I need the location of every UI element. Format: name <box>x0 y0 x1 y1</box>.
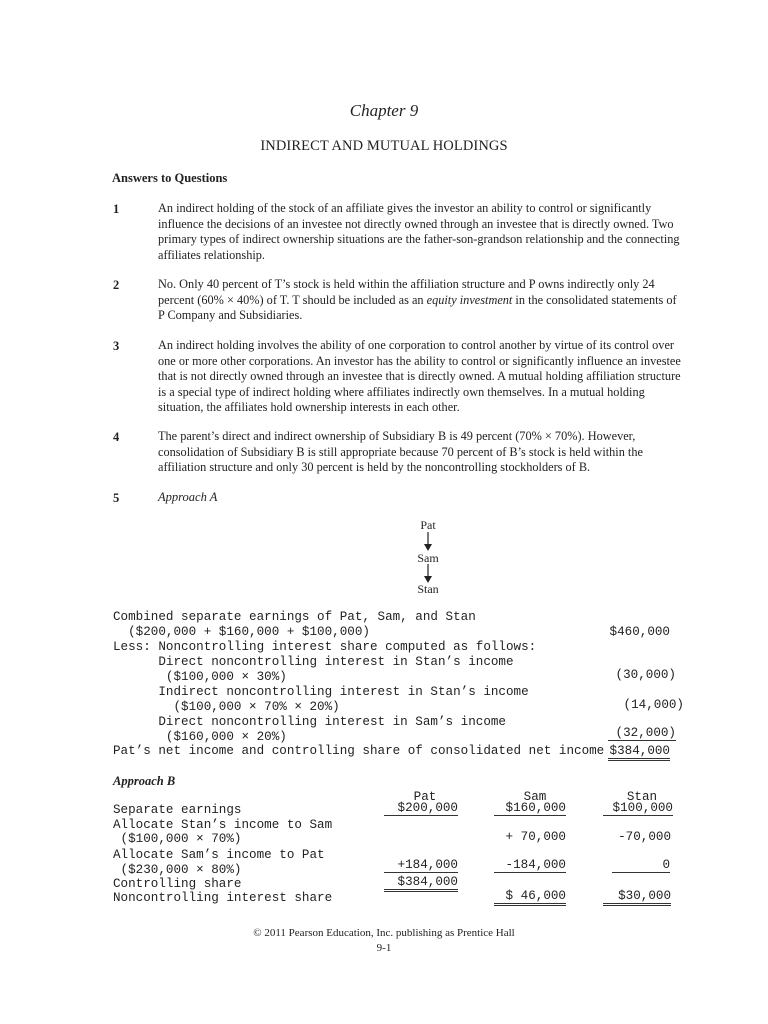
calc-total: $384,000 <box>608 744 670 761</box>
question-number: 4 <box>113 430 120 444</box>
diagram-node-pat: Pat <box>420 518 436 532</box>
answer-1 <box>158 201 701 263</box>
calc-amount: $460,000 <box>609 625 670 639</box>
answer-line: is a special type of indirect holding where affiliates indirectly own themselves. In a mutual holding <box>158 384 645 399</box>
table-cell: $30,000 <box>603 890 671 906</box>
table-cell: $384,000 <box>384 876 458 892</box>
calc-line: Combined separate earnings of Pat, Sam, and Stan <box>113 610 476 624</box>
table-cell: 0 <box>612 859 670 873</box>
column-header-sam: Sam <box>523 790 547 804</box>
answer-line: affiliates relationship. <box>158 247 265 262</box>
calc-amount: (32,000) <box>608 726 676 741</box>
table-cell: + 70,000 <box>505 830 566 844</box>
column-header-stan: Stan <box>626 790 658 804</box>
answer-line-text: percent (60% × 40%) of T. T should be included as an <box>158 292 427 307</box>
answer-line: primary types of indirect ownership situations are the father-son-grandson relationship and the connecting <box>158 232 680 246</box>
column-header-pat: Pat <box>413 790 437 804</box>
table-cell: -184,000 <box>494 859 566 873</box>
emphasis-text: equity investment <box>426 292 513 307</box>
table-row-label: Noncontrolling interest share <box>113 891 333 905</box>
answer-line: influence the decisions of an investee not directly owned through an investee that is directly owned. Two <box>158 216 674 231</box>
calc-line: Pat’s net income and controlling share of consolidated net income <box>113 744 605 758</box>
chapter-title: INDIRECT AND MUTUAL HOLDINGS <box>260 138 508 154</box>
table-cell: -70,000 <box>618 830 671 844</box>
question-number: 3 <box>113 339 120 353</box>
calc-line: Indirect noncontrolling interest in Stan’s income <box>113 685 529 699</box>
table-row-label: ($230,000 × 80%) <box>113 863 242 877</box>
diagram-node-sam: Sam <box>417 551 439 565</box>
answer-line: P Company and Subsidiaries. <box>158 308 303 322</box>
answer-line: that is not directly owned through an investee that is directly owned. A mutual holding affiliation structure <box>158 369 681 383</box>
calc-line: ($160,000 × 20%) <box>113 730 287 744</box>
arrow-down-icon <box>422 564 434 584</box>
answer-line: An indirect holding of the stock of an affiliate gives the investor an ability to control or significantly <box>158 201 652 215</box>
table-row-label: Separate earnings <box>113 803 242 817</box>
answer-line-text: in the consolidated statements of <box>512 292 677 307</box>
answer-line: affiliation structure and only 30 percent is held by the noncontrolling stockholders of B. <box>158 460 591 474</box>
copyright-footer: © 2011 Pearson Education, Inc. publishing as Prentice Hall <box>253 927 515 939</box>
answer-2 <box>158 277 701 324</box>
section-heading: Answers to Questions <box>112 171 228 185</box>
diagram-node-stan: Stan <box>417 582 439 596</box>
answer-line <box>158 293 701 309</box>
answer-line: An indirect holding involves the ability of one corporation to control another by virtue of its control over <box>158 338 675 352</box>
answer-4 <box>158 429 701 476</box>
calc-line: ($200,000 + $160,000 + $100,000) <box>113 625 370 639</box>
answer-line: The parent’s direct and indirect ownership of Subsidiary B is 49 percent (70% × 70%). However, <box>158 429 636 443</box>
question-number: 1 <box>113 202 120 216</box>
answer-line: one or more other corporations. An investor has the ability to control or significantly influence an investee <box>158 353 681 368</box>
calc-line: ($100,000 × 30%) <box>113 670 287 684</box>
answer-line: situation, the affiliates hold ownership interests in each other. <box>158 400 460 414</box>
calc-amount: (14,000) <box>623 698 684 712</box>
table-cell: +184,000 <box>384 859 458 873</box>
approach-b-label: Approach B <box>113 774 176 788</box>
calc-line: Direct noncontrolling interest in Stan’s income <box>113 655 514 669</box>
table-row-label: ($100,000 × 70%) <box>113 832 242 846</box>
arrow-down-icon <box>422 532 434 552</box>
answer-line: consolidation of Subsidiary B is still appropriate because 70 percent of B’s stock is held within the <box>158 444 643 459</box>
calc-line: Less: Noncontrolling interest share computed as follows: <box>113 640 537 654</box>
table-row-label: Controlling share <box>113 877 242 891</box>
table-cell: $100,000 <box>603 802 673 816</box>
approach-a-label: Approach A <box>158 490 218 504</box>
answer-line: No. Only 40 percent of T’s stock is held within the affiliation structure and P owns indirectly only 24 <box>158 277 655 291</box>
question-number: 2 <box>113 278 120 292</box>
table-row-label: Allocate Sam’s income to Pat <box>113 848 325 862</box>
table-row-label: Allocate Stan’s income to Sam <box>113 818 333 832</box>
table-cell: $200,000 <box>384 802 458 816</box>
question-number: 5 <box>113 491 120 505</box>
chapter-label: Chapter 9 <box>349 101 419 120</box>
calc-line: Direct noncontrolling interest in Sam’s income <box>113 715 506 729</box>
table-cell: $160,000 <box>494 802 566 816</box>
answer-3 <box>158 338 701 416</box>
calc-amount: (30,000) <box>615 668 676 682</box>
table-cell: $ 46,000 <box>494 890 566 906</box>
page-number: 9-1 <box>376 942 392 954</box>
calc-line: ($100,000 × 70% × 20%) <box>113 700 340 714</box>
